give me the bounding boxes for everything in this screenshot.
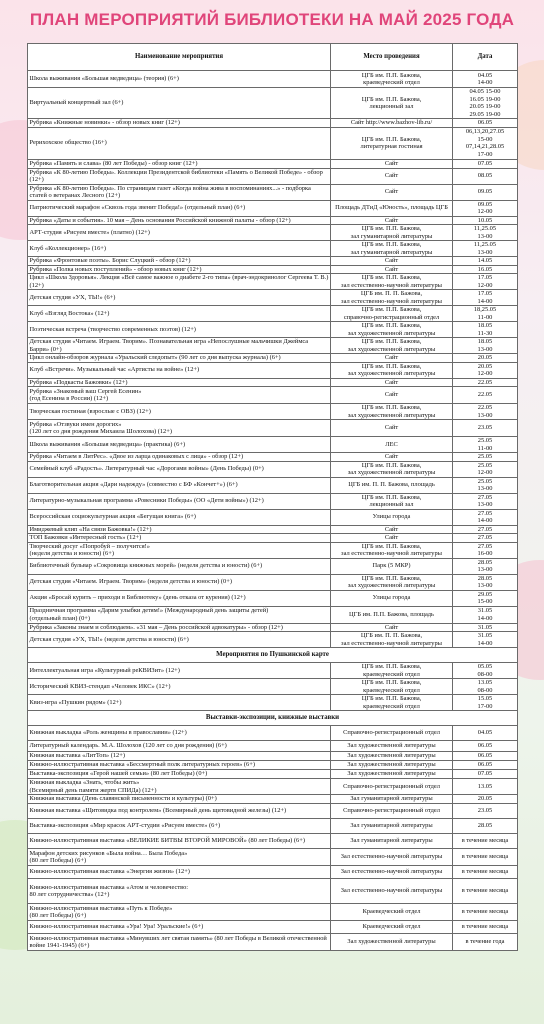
event-name-cell: Праздничная программа «Дарим улыбки детям!» (Международный день защиты детей) (отдельный план) (0+): [28, 606, 331, 623]
location-cell: Зал естественно-научной литературы: [331, 866, 453, 879]
event-name-cell: Школа выживания «Большая медведица» (теория) (6+): [28, 71, 331, 88]
table-row: [28, 290, 518, 306]
event-name-cell: ТОП Бажовки «Интересный гость» (12+): [28, 534, 331, 543]
date-cell: 27.05: [453, 534, 518, 543]
location-cell: Сайт: [331, 216, 453, 225]
location-cell: Сайт: [331, 534, 453, 543]
header-date: Дата: [453, 44, 518, 71]
table-row: [28, 741, 518, 752]
location-cell: Справочно-регистрационный отдел: [331, 726, 453, 741]
event-name-cell: Рубрика «Полка новых поступлений» - обзор новых книг (12+): [28, 265, 331, 274]
event-name-cell: Имиджевый клип «На связи Бажовка!» (12+): [28, 525, 331, 534]
date-cell: 27.05 13-00: [453, 493, 518, 509]
date-cell: 28.05 13-00: [453, 574, 518, 590]
event-name-cell: Рубрика «Читаем в ЛитРес». «Двое из ларца одинаковых с лица» - обзор (12+): [28, 453, 331, 462]
date-cell: 04.05 15-00 16.05 19-00 20.05 19-00 29.05 19-00: [453, 88, 518, 119]
location-cell: Улицы города: [331, 590, 453, 606]
location-cell: ЦГБ им. П.П. Бажова, зал художественной литературы: [331, 574, 453, 590]
event-name-cell: Рубрика «Отзвуки имен дорогих» (120 лет со дня рождения Михаила Шолохова) (12+): [28, 420, 331, 437]
events-table: [27, 43, 518, 951]
table-row: [28, 795, 518, 804]
date-cell: 25.05 11-00: [453, 437, 518, 453]
event-name-cell: Семейный клуб «Радость». Литературный час «Дорогами войны» (День Победы) (0+): [28, 461, 331, 477]
date-cell: в течение месяца: [453, 904, 518, 921]
event-name-cell: Книжно-иллюстративная выставка «Энергия жизни» (12+): [28, 866, 331, 879]
date-cell: 09.05 12-00: [453, 200, 518, 216]
table-row: [28, 770, 518, 779]
event-name-cell: Книжно-иллюстративная выставка «ВЕЛИКИЕ БИТВЫ ВТОРОЙ МИРОВОЙ» (80 лет Победы) (6+): [28, 834, 331, 849]
date-cell: 06.05: [453, 761, 518, 770]
table-row: [28, 216, 518, 225]
table-row: [28, 274, 518, 290]
date-cell: 09.05: [453, 184, 518, 200]
date-cell: 29.05 15-00: [453, 590, 518, 606]
event-name-cell: Рерихохское общество (16+): [28, 127, 331, 159]
event-name-cell: Рубрика «К 80-летию Победы». Коллекции Президентской библиотеки «Память о Великой Победе» - обзор (12+): [28, 168, 331, 184]
location-cell: ЦГБ им. П.П. Бажова, справочно-регистрационный отдел: [331, 306, 453, 322]
location-cell: Сайт: [331, 623, 453, 632]
table-row: [28, 378, 518, 387]
date-cell: 10.05: [453, 216, 518, 225]
event-name-cell: Всероссийская социокультурная акция «Бегущая книга» (6+): [28, 509, 331, 525]
date-cell: 18,25.05 11-00: [453, 306, 518, 322]
event-name-cell: Книжная выкладка «Роль женщины в православии» (12+): [28, 726, 331, 741]
date-cell: в течение месяца: [453, 849, 518, 866]
date-cell: 20.05: [453, 354, 518, 363]
date-cell: 13.05 08-00: [453, 679, 518, 695]
date-cell: 06.05: [453, 752, 518, 761]
location-cell: ЦГБ им. П.П. Бажова, лекционный зал: [331, 88, 453, 119]
location-cell: Справочно-регистрационный отдел: [331, 804, 453, 819]
date-cell: 04.05 14-00: [453, 71, 518, 88]
date-cell: 23.05: [453, 420, 518, 437]
table-row: [28, 477, 518, 493]
table-row: [28, 866, 518, 879]
location-cell: Зал художественной литературы: [331, 761, 453, 770]
location-cell: Зал художественной литературы: [331, 770, 453, 779]
date-cell: 06.05: [453, 741, 518, 752]
location-cell: ЦГБ им. П.П. Бажова, краеведческий отдел: [331, 695, 453, 711]
table-header-row: [28, 44, 518, 71]
table-row: [28, 525, 518, 534]
location-cell: Сайт: [331, 168, 453, 184]
event-name-cell: Цикл онлайн-обзоров журнала «Уральский следопыт» (90 лет со дня выпуска журнала) (6+): [28, 354, 331, 363]
table-row: [28, 849, 518, 866]
date-cell: в течение месяца: [453, 879, 518, 904]
table-row: [28, 387, 518, 404]
event-name-cell: Литературный календарь. М.А. Шолохов (120 лет со дня рождения) (6+): [28, 741, 331, 752]
event-name-cell: Книжная выставка «ЛитТоп» (12+): [28, 752, 331, 761]
table-row: [28, 88, 518, 119]
event-name-cell: Цикл «Школа Здоровья». Лекция «Всё самое важное о диабете 2-го типа» (врач-эндокринолог Сергеева Т. В.) (12+): [28, 274, 331, 290]
table-row: [28, 590, 518, 606]
date-cell: 22.05 13-00: [453, 404, 518, 420]
location-cell: ЦГБ им. П.П. Бажова, краеведческий отдел: [331, 663, 453, 679]
date-cell: 13.05: [453, 779, 518, 795]
date-cell: 08.05: [453, 168, 518, 184]
event-name-cell: Клуб «Встречи». Музыкальный час «Артисты на войне» (12+): [28, 362, 331, 378]
date-cell: 25.05 13-00: [453, 477, 518, 493]
table-row: [28, 168, 518, 184]
event-name-cell: Книжная выкладка «Знать, чтобы жить» (Всемирный день памяти жертв СПИДа) (12+): [28, 779, 331, 795]
location-cell: ЦГБ им. П.П. Бажова, зал гуманитарной литературы: [331, 225, 453, 241]
location-cell: Сайт: [331, 265, 453, 274]
location-cell: ЦГБ им. П.П. Бажова, литературная гостиная: [331, 127, 453, 159]
event-name-cell: Марафон детских рисунков «Была война… Была Победа» (80 лет Победы) (6+): [28, 849, 331, 866]
date-cell: в течение месяца: [453, 921, 518, 934]
event-name-cell: Виртуальный концертный зал (6+): [28, 88, 331, 119]
table-row: [28, 322, 518, 338]
table-row: [28, 879, 518, 904]
location-cell: Зал гуманитарной литературы: [331, 795, 453, 804]
event-name-cell: Интеллектуальная игра «Культурный реКВИЗит» (12+): [28, 663, 331, 679]
event-name-cell: Патриотический марафон «Сквозь года звенит Победа!» (отдельный план) (6+): [28, 200, 331, 216]
location-cell: Улицы города: [331, 509, 453, 525]
header-location: Место проведения: [331, 44, 453, 71]
event-name-cell: Школа выживания «Большая медведица» (практика) (6+): [28, 437, 331, 453]
event-name-cell: Поэтическая встреча (творчество современных поэтов) (12+): [28, 322, 331, 338]
location-cell: Сайт: [331, 159, 453, 168]
event-name-cell: АРТ-студия «Рисуем вместе» (платно) (12+): [28, 225, 331, 241]
table-row: [28, 200, 518, 216]
event-name-cell: Клуб «Взгляд Востока» (12+): [28, 306, 331, 322]
date-cell: 17.05 14-00: [453, 290, 518, 306]
section-header-row: [28, 648, 518, 663]
event-name-cell: Выставка-экспозиция «Герой нашей семьи» (80 лет Победы) (0+): [28, 770, 331, 779]
location-cell: ЦГБ им. П.П. Бажова, лекционный зал: [331, 493, 453, 509]
table-row: [28, 921, 518, 934]
date-cell: в течение года: [453, 934, 518, 951]
location-cell: Зал художественной литературы: [331, 741, 453, 752]
table-row: [28, 934, 518, 951]
event-name-cell: Детская студия «Читаем. Играем. Творим» (неделя детства и юности) (0+): [28, 574, 331, 590]
table-row: [28, 904, 518, 921]
header-event-name: Наименование мероприятия: [28, 44, 331, 71]
event-name-cell: Рубрика «Книжные новинки» - обзор новых книг (12+): [28, 119, 331, 128]
location-cell: Зал естественно-научной литературы: [331, 849, 453, 866]
table-row: [28, 437, 518, 453]
table-row: [28, 225, 518, 241]
event-name-cell: Детская студия «УХ, ТЫ!» (неделя детства и юности) (6+): [28, 632, 331, 648]
location-cell: Краеведческий отдел: [331, 921, 453, 934]
table-row: [28, 241, 518, 257]
date-cell: 16.05: [453, 265, 518, 274]
date-cell: 22.05: [453, 378, 518, 387]
date-cell: 14.05: [453, 257, 518, 266]
location-cell: ЦГБ им. П.П. Бажова, зал гуманитарной литературы: [331, 241, 453, 257]
event-name-cell: Творческий досуг «Попробуй – получится!» (неделя детства и юности) (6+): [28, 542, 331, 558]
event-name-cell: Благотворительная акция «Дари надежду» (совместно с БФ «Кончет+») (6+): [28, 477, 331, 493]
location-cell: ЦГБ им. П.П. Бажова, зал естественно-научной литературы: [331, 542, 453, 558]
location-cell: ЦГБ им. П. П. Бажова, зал естественно-научной литературы: [331, 632, 453, 648]
table-row: [28, 663, 518, 679]
date-cell: 23.05: [453, 804, 518, 819]
location-cell: Зал художественной литературы: [331, 934, 453, 951]
location-cell: ЦГБ им. П.П. Бажова, зал художественной литературы: [331, 461, 453, 477]
table-row: [28, 493, 518, 509]
location-cell: ЦГБ им. П.П. Бажова, зал художественной литературы: [331, 362, 453, 378]
table-row: [28, 558, 518, 574]
table-row: [28, 362, 518, 378]
table-body: [28, 71, 518, 951]
table-row: [28, 606, 518, 623]
event-name-cell: Исторический КВИЗ-стендап «Человек ИКС» (12+): [28, 679, 331, 695]
table-row: [28, 404, 518, 420]
location-cell: Зал гуманитарной литературы: [331, 819, 453, 834]
location-cell: Сайт: [331, 453, 453, 462]
table-row: [28, 338, 518, 354]
table-row: [28, 71, 518, 88]
date-cell: 17.05 12-00: [453, 274, 518, 290]
date-cell: 18.05 11-30: [453, 322, 518, 338]
date-cell: в течение месяца: [453, 834, 518, 849]
location-cell: Сайт: [331, 420, 453, 437]
date-cell: 11,25.05 13-00: [453, 241, 518, 257]
event-name-cell: Книжно-иллюстративная выставка «Атом и человечество: 80 лет сотрудничества» (12+): [28, 879, 331, 904]
event-name-cell: Акция «Бросай курить – приходи в Библиотеку» (день отказа от курения) (12+): [28, 590, 331, 606]
event-name-cell: Книжно-иллюстративная выставка «Минувших лет святая память» (80 лет Победы в Великой отечественной войне 1941-1945) (6+): [28, 934, 331, 951]
event-name-cell: Рубрика «Подкасты Бажовки» (12+): [28, 378, 331, 387]
location-cell: ЛЕС: [331, 437, 453, 453]
location-cell: ЦГБ им. П.П. Бажова, площадь: [331, 606, 453, 623]
event-name-cell: Книжная выставка «Щитовидка под контролем» (Всемирный день щитовидной железы) (12+): [28, 804, 331, 819]
table-row: [28, 461, 518, 477]
date-cell: 22.05: [453, 387, 518, 404]
date-cell: 27.05: [453, 525, 518, 534]
event-name-cell: Рубрика «Законы знаем и соблюдаем». «31 мая – День российской адвокатуры» - обзор (12+): [28, 623, 331, 632]
section-title: Выставки-экспозиции, книжные выставки: [28, 711, 518, 726]
table-row: [28, 119, 518, 128]
date-cell: 06,13,20,27.05 15-00 07,14,21,28.05 17-00: [453, 127, 518, 159]
date-cell: 28.05 13-00: [453, 558, 518, 574]
event-name-cell: Рубрика «Фронтовые поэты». Борис Слуцкий - обзор (12+): [28, 257, 331, 266]
event-name-cell: Детская студия «Читаем. Играем. Творим». Познавательная игра «Непослушные мальчишки Джеймса Барри» (0+): [28, 338, 331, 354]
table-row: [28, 509, 518, 525]
date-cell: 04.05: [453, 726, 518, 741]
date-cell: 25.05 12-00: [453, 461, 518, 477]
table-row: [28, 453, 518, 462]
table-row: [28, 354, 518, 363]
location-cell: Парк (5 МКР): [331, 558, 453, 574]
event-name-cell: Книжно-иллюстративная выставка «Бессмертный полк литературных героев» (6+): [28, 761, 331, 770]
location-cell: Площадь ДТиД «Юность», площадь ЦГБ: [331, 200, 453, 216]
location-cell: Сайт: [331, 378, 453, 387]
location-cell: ЦГБ им. П.П. Бажова, краеведческий отдел: [331, 679, 453, 695]
event-name-cell: Творческая гостиная (взрослые с ОВЗ) (12+): [28, 404, 331, 420]
event-name-cell: Квиз-игра «Пушкин рядом» (12+): [28, 695, 331, 711]
location-cell: ЦГБ им. П.П. Бажова, зал художественной литературы: [331, 338, 453, 354]
table-row: [28, 679, 518, 695]
date-cell: 31.05 14-00: [453, 606, 518, 623]
table-row: [28, 127, 518, 159]
event-name-cell: Книжно-иллюстративная выставка «Путь к Победе» (80 лет Победы) (6+): [28, 904, 331, 921]
date-cell: 07.05: [453, 770, 518, 779]
event-name-cell: Рубрика «К 80-летию Победы». По страницам газет «Когда война жива в воспоминаниях...» - подборка статей о ветеранах Лесного (12+): [28, 184, 331, 200]
table-row: [28, 257, 518, 266]
date-cell: 28.05: [453, 819, 518, 834]
date-cell: 25.05: [453, 453, 518, 462]
table-row: [28, 804, 518, 819]
table-row: [28, 306, 518, 322]
event-name-cell: Рубрика «Память и слава» (80 лет Победы) - обзор книг (12+): [28, 159, 331, 168]
table-row: [28, 819, 518, 834]
table-row: [28, 779, 518, 795]
event-name-cell: Книжно-иллюстративная выставка «Ура! Ура! Уральские!» (6+): [28, 921, 331, 934]
event-name-cell: Выставка-экспозиция «Мир красок АРТ-студии «Рисуем вместе» (6+): [28, 819, 331, 834]
event-name-cell: Рубрика «Знакомый ваш Сергей Есенин» (год Есенина в России) (12+): [28, 387, 331, 404]
table-row: [28, 632, 518, 648]
date-cell: в течение месяца: [453, 866, 518, 879]
date-cell: 20.05 12-00: [453, 362, 518, 378]
location-cell: Справочно-регистрационный отдел: [331, 779, 453, 795]
table-row: [28, 574, 518, 590]
location-cell: ЦГБ им. П. П. Бажова, зал естественно-научной литературы: [331, 290, 453, 306]
location-cell: ЦГБ им. П.П. Бажова, краеведческий отдел: [331, 71, 453, 88]
section-title: Мероприятия по Пушкинской карте: [28, 648, 518, 663]
table-row: [28, 726, 518, 741]
date-cell: 31.05: [453, 623, 518, 632]
table-row: [28, 265, 518, 274]
table-row: [28, 623, 518, 632]
date-cell: 05.05 08-00: [453, 663, 518, 679]
date-cell: 18.05 13-00: [453, 338, 518, 354]
table-row: [28, 542, 518, 558]
location-cell: Сайт http://www.bazhov-lib.ru/: [331, 119, 453, 128]
page-title: ПЛАН МЕРОПРИЯТИЙ БИБЛИОТЕКИ НА МАЙ 2025 ГОДА: [29, 10, 515, 29]
event-name-cell: Детская студия «УХ, ТЫ!» (6+): [28, 290, 331, 306]
date-cell: 11,25.05 13-00: [453, 225, 518, 241]
table-row: [28, 159, 518, 168]
date-cell: 20.05: [453, 795, 518, 804]
location-cell: Сайт: [331, 354, 453, 363]
event-name-cell: Рубрика «Даты и события». 10 мая – День основания Российской книжной палаты - обзор (12+): [28, 216, 331, 225]
location-cell: Сайт: [331, 525, 453, 534]
date-cell: 15.05 17-00: [453, 695, 518, 711]
location-cell: ЦГБ им. П.П. Бажова, зал художественной литературы: [331, 322, 453, 338]
location-cell: Зал естественно-научной литературы: [331, 879, 453, 904]
location-cell: ЦГБ им. П.П. Бажова, зал естественно-научной литературы: [331, 274, 453, 290]
table-row: [28, 184, 518, 200]
section-header-row: [28, 711, 518, 726]
date-cell: 06.05: [453, 119, 518, 128]
location-cell: Сайт: [331, 184, 453, 200]
date-cell: 27.05 14-00: [453, 509, 518, 525]
table-row: [28, 695, 518, 711]
location-cell: ЦГБ им. П.П. Бажова, зал художественной литературы: [331, 404, 453, 420]
table-row: [28, 420, 518, 437]
event-name-cell: Клуб «Коллекционер» (16+): [28, 241, 331, 257]
date-cell: 31.05 14-00: [453, 632, 518, 648]
event-name-cell: Литературно-музыкальная программа «Ровесники Победы» (ОО «Дети войны») (12+): [28, 493, 331, 509]
table-row: [28, 752, 518, 761]
location-cell: Зал художественной литературы: [331, 752, 453, 761]
location-cell: Сайт: [331, 257, 453, 266]
event-name-cell: Книжная выставка (День славянской письменности и культуры) (0+): [28, 795, 331, 804]
event-name-cell: Библиотечный бульвар «Сокровища книжных морей» (неделя детства и юности) (6+): [28, 558, 331, 574]
date-cell: 27.05 16-00: [453, 542, 518, 558]
location-cell: Зал гуманитарной литературы: [331, 834, 453, 849]
location-cell: Сайт: [331, 387, 453, 404]
table-row: [28, 534, 518, 543]
location-cell: Краеведческий отдел: [331, 904, 453, 921]
date-cell: 07.05: [453, 159, 518, 168]
table-row: [28, 834, 518, 849]
location-cell: ЦГБ им. П. П. Бажова, площадь: [331, 477, 453, 493]
table-row: [28, 761, 518, 770]
